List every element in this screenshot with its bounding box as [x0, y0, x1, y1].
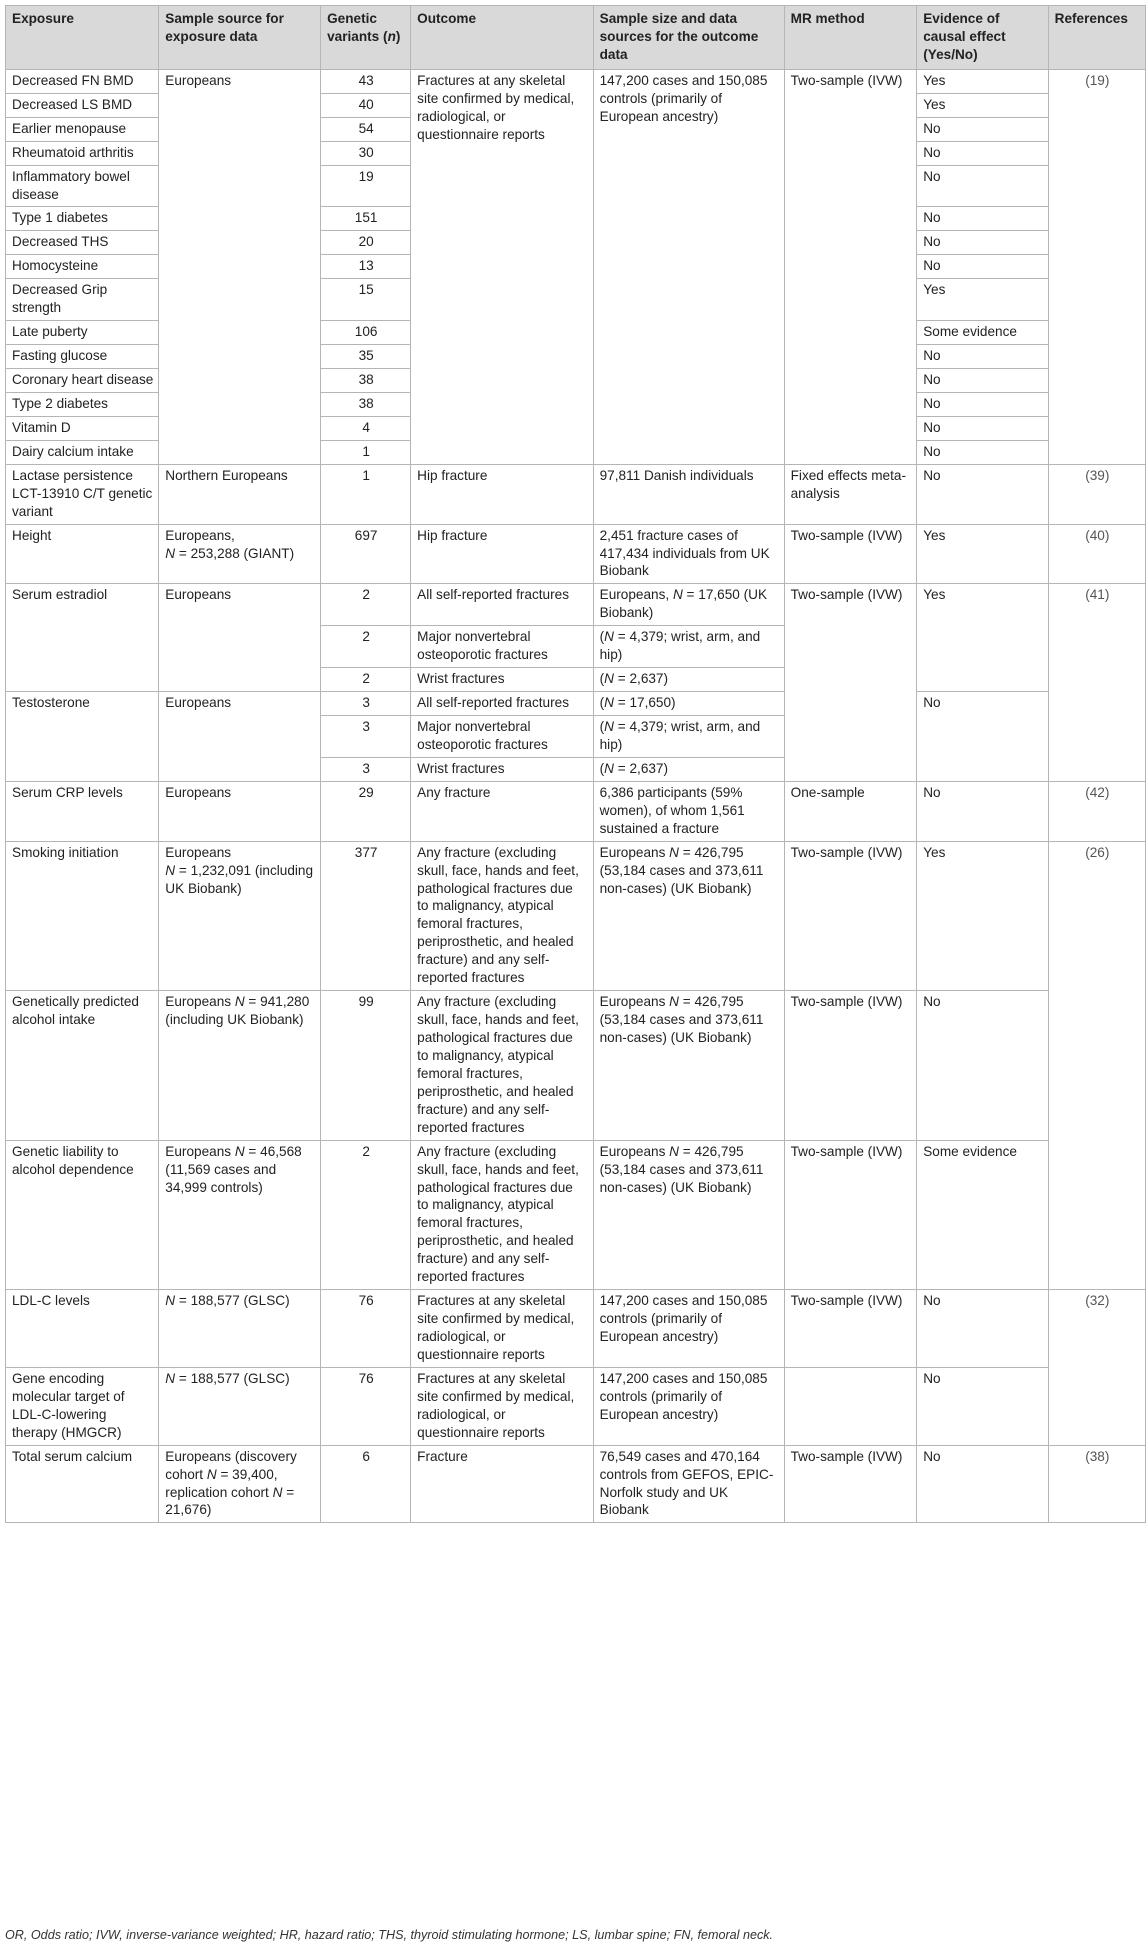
mr-method-cell: Two-sample (IVW)	[784, 841, 917, 991]
header-row	[6, 6, 1146, 70]
evidence-cell: No	[917, 369, 1048, 393]
sample-text: = 426,795 (53,184 cases and 373,611 non-cases) (UK Biobank)	[599, 1143, 764, 1195]
mr-method-cell: Two-sample (IVW)	[784, 69, 917, 464]
variants-cell: 30	[321, 141, 411, 165]
source-text: Europeans	[165, 994, 235, 1010]
sample-text: (	[599, 719, 605, 734]
reference-link[interactable]: (41)	[1048, 584, 1145, 781]
outcome-cell: All self-reported fractures	[411, 692, 593, 716]
outcome-cell: Fracture	[411, 1445, 593, 1523]
sample-text: Europeans	[599, 1143, 670, 1159]
source-text: = 1,232,091 (including UK Biobank)	[165, 862, 314, 896]
sample-text: = 4,379; wrist, arm, and hip)	[599, 629, 761, 663]
exposure-cell: Total serum calcium	[6, 1445, 159, 1523]
variants-cell: 106	[321, 321, 411, 345]
table-row	[6, 1140, 1146, 1290]
exposure-cell: Inflammatory bowel disease	[6, 165, 159, 207]
variants-cell: 35	[321, 345, 411, 369]
reference-link[interactable]: (19)	[1048, 69, 1145, 464]
outcome-cell: Hip fracture	[411, 524, 593, 584]
evidence-cell: No	[917, 1367, 1048, 1445]
sample-source-cell: Europeans	[159, 781, 321, 841]
table-row	[6, 841, 1146, 991]
outcome-cell: Major nonvertebral osteoporotic fractures	[411, 626, 593, 668]
evidence-cell: No	[917, 392, 1048, 416]
reference-link[interactable]: (38)	[1048, 1445, 1145, 1523]
sample-text: = 17,650 (UK Biobank)	[599, 587, 768, 621]
sample-source-cell: Europeans	[159, 69, 321, 464]
variants-cell: 20	[321, 231, 411, 255]
reference-link[interactable]: (42)	[1048, 781, 1145, 841]
source-n: N	[234, 994, 245, 1010]
sample-n: N	[604, 695, 614, 711]
variants-cell: 2	[321, 668, 411, 692]
sample-size-cell	[593, 584, 784, 626]
variants-cell: 13	[321, 255, 411, 279]
outcome-cell: Fractures at any skeletal site confirmed by medical, radiological, or questionnaire reports	[411, 69, 593, 464]
outcome-cell: Wrist fractures	[411, 668, 593, 692]
sample-text: = 2,637)	[613, 760, 669, 776]
sample-size-cell: 147,200 cases and 150,085 controls (primarily of European ancestry)	[593, 69, 784, 464]
variants-cell: 4	[321, 416, 411, 440]
outcome-cell: Any fracture (excluding skull, face, hands and feet, pathological fractures due to malignancy, atypical femoral fractures, periprosthetic, and healed fracture) and any self-reported fractures	[411, 991, 593, 1141]
sample-text: = 426,795 (53,184 cases and 373,611 non-cases) (UK Biobank)	[599, 994, 764, 1045]
sample-text: = 2,637)	[613, 671, 669, 687]
table-row	[6, 524, 1146, 584]
source-text: Europeans (discovery cohort	[165, 1448, 297, 1482]
outcome-cell: All self-reported fractures	[411, 584, 593, 626]
evidence-cell: No	[917, 991, 1048, 1141]
mr-method-cell: Two-sample (IVW)	[784, 1290, 917, 1368]
variants-cell: 1	[321, 464, 411, 524]
source-n: N	[234, 1143, 245, 1159]
sample-size-cell	[593, 841, 784, 991]
exposure-cell: Testosterone	[6, 692, 159, 782]
header-references: References	[1048, 6, 1145, 70]
variants-cell: 2	[321, 584, 411, 626]
sample-text: (	[599, 695, 605, 711]
exposure-cell: Genetic liability to alcohol dependence	[6, 1140, 159, 1290]
source-n: N	[272, 1484, 283, 1500]
exposure-cell: Earlier menopause	[6, 117, 159, 141]
table-row	[6, 1367, 1146, 1445]
exposure-cell: Vitamin D	[6, 416, 159, 440]
reference-link[interactable]: (39)	[1048, 464, 1145, 524]
sample-text: (	[599, 760, 605, 776]
header-genetic-variants	[321, 6, 411, 70]
header-variants-text: Genetic variants (	[327, 11, 388, 44]
header-outcome: Outcome	[411, 6, 593, 70]
exposure-cell: Fasting glucose	[6, 345, 159, 369]
table-row	[6, 69, 1146, 93]
sample-text: = 17,650)	[613, 695, 676, 711]
outcome-cell: Hip fracture	[411, 464, 593, 524]
evidence-cell: No	[917, 231, 1048, 255]
evidence-cell: No	[917, 1445, 1048, 1523]
outcome-cell: Wrist fractures	[411, 757, 593, 781]
source-n: N	[165, 1370, 176, 1386]
exposure-cell: Gene encoding molecular target of LDL-C-lowering therapy (HMGCR)	[6, 1367, 159, 1445]
exposure-cell: Decreased FN BMD	[6, 69, 159, 93]
exposure-cell: Coronary heart disease	[6, 369, 159, 393]
source-text: Europeans	[165, 844, 232, 860]
mr-method-cell	[784, 1367, 917, 1445]
table-row	[6, 692, 1146, 716]
table-row	[6, 584, 1146, 626]
exposure-cell: Type 1 diabetes	[6, 207, 159, 231]
evidence-cell: Some evidence	[917, 1140, 1048, 1290]
exposure-cell: Lactase persistence LCT-13910 C/T genetic variant	[6, 464, 159, 524]
evidence-cell: No	[917, 692, 1048, 782]
outcome-cell: Fractures at any skeletal site confirmed by medical, radiological, or questionnaire reports	[411, 1367, 593, 1445]
source-text: Europeans,	[165, 527, 235, 543]
sample-n: N	[604, 671, 614, 687]
sample-source-cell	[159, 1140, 321, 1290]
evidence-cell: No	[917, 141, 1048, 165]
evidence-cell: No	[917, 440, 1048, 464]
sample-n: N	[669, 844, 679, 860]
variants-cell: 697	[321, 524, 411, 584]
evidence-cell: No	[917, 165, 1048, 207]
sample-size-cell	[593, 716, 784, 758]
variants-cell: 38	[321, 369, 411, 393]
sample-text: Europeans	[599, 994, 670, 1010]
exposure-cell: Type 2 diabetes	[6, 392, 159, 416]
variants-cell: 76	[321, 1367, 411, 1445]
sample-size-cell: 147,200 cases and 150,085 controls (primarily of European ancestry)	[593, 1290, 784, 1368]
evidence-cell: No	[917, 1290, 1048, 1368]
variants-cell: 29	[321, 781, 411, 841]
evidence-cell: No	[917, 345, 1048, 369]
sample-source-cell: Europeans	[159, 692, 321, 782]
sample-size-cell	[593, 668, 784, 692]
mr-method-cell: Two-sample (IVW)	[784, 991, 917, 1141]
mr-method-cell: Two-sample (IVW)	[784, 1140, 917, 1290]
outcome-cell: Any fracture (excluding skull, face, hands and feet, pathological fractures due to malignancy, atypical femoral fractures, periprosthetic, and healed fracture) and any self-reported fractures	[411, 1140, 593, 1290]
evidence-cell: Yes	[917, 279, 1048, 321]
sample-source-cell: Europeans	[159, 584, 321, 692]
evidence-cell: Yes	[917, 93, 1048, 117]
sample-text: = 4,379; wrist, arm, and hip)	[599, 719, 761, 752]
exposure-cell: Height	[6, 524, 159, 584]
mr-method-cell: Two-sample (IVW)	[784, 524, 917, 584]
mr-method-cell: Fixed effects meta-analysis	[784, 464, 917, 524]
outcome-cell: Any fracture (excluding skull, face, hands and feet, pathological fractures due to malignancy, atypical femoral fractures, periprosthetic, and healed fracture) and any self-reported fractures	[411, 841, 593, 991]
variants-cell: 76	[321, 1290, 411, 1368]
sample-n: N	[672, 587, 683, 603]
sample-source-cell	[159, 1445, 321, 1523]
sample-n: N	[604, 719, 614, 734]
sample-source-cell	[159, 841, 321, 991]
source-text: = 253,288 (GIANT)	[175, 545, 295, 561]
variants-cell: 2	[321, 1140, 411, 1290]
sample-n: N	[669, 1143, 679, 1159]
source-text: = 21,676)	[165, 1484, 295, 1518]
sample-size-cell	[593, 757, 784, 781]
evidence-cell: Some evidence	[917, 321, 1048, 345]
outcome-cell: Major nonvertebral osteoporotic fractures	[411, 716, 593, 758]
evidence-cell: No	[917, 464, 1048, 524]
source-n: N	[165, 862, 176, 878]
exposure-cell: Smoking initiation	[6, 841, 159, 991]
exposure-cell: Rheumatoid arthritis	[6, 141, 159, 165]
sample-source-cell	[159, 1367, 321, 1445]
sample-size-cell	[593, 991, 784, 1141]
variants-cell: 38	[321, 392, 411, 416]
table-row	[6, 464, 1146, 524]
outcome-cell: Fractures at any skeletal site confirmed by medical, radiological, or questionnaire reports	[411, 1290, 593, 1368]
evidence-cell: No	[917, 255, 1048, 279]
evidence-cell: Yes	[917, 69, 1048, 93]
sample-size-cell: 97,811 Danish individuals	[593, 464, 784, 524]
exposure-cell: Decreased Grip strength	[6, 279, 159, 321]
evidence-cell: No	[917, 117, 1048, 141]
header-mr-method: MR method	[784, 6, 917, 70]
exposure-cell: Decreased THS	[6, 231, 159, 255]
sample-size-cell: 147,200 cases and 150,085 controls (primarily of European ancestry)	[593, 1367, 784, 1445]
sample-size-cell: 2,451 fracture cases of 417,434 individuals from UK Biobank	[593, 524, 784, 584]
sample-text: Europeans	[599, 844, 670, 860]
source-text: = 941,280 (including UK Biobank)	[165, 994, 310, 1028]
exposure-cell: Dairy calcium intake	[6, 440, 159, 464]
sample-text: Europeans,	[599, 587, 673, 603]
exposure-cell: Homocysteine	[6, 255, 159, 279]
table-row	[6, 781, 1146, 841]
source-n: N	[165, 545, 176, 561]
variants-cell: 3	[321, 692, 411, 716]
table-row	[6, 1445, 1146, 1523]
exposure-cell: LDL-C levels	[6, 1290, 159, 1368]
source-text: = 188,577 (GLSC)	[175, 1293, 290, 1309]
source-text: Europeans	[165, 1143, 235, 1159]
sample-size-cell	[593, 626, 784, 668]
header-exposure: Exposure	[6, 6, 159, 70]
header-sample-source: Sample source for exposure data	[159, 6, 321, 70]
variants-cell: 43	[321, 69, 411, 93]
variants-cell: 99	[321, 991, 411, 1141]
evidence-cell: Yes	[917, 524, 1048, 584]
variants-cell: 3	[321, 757, 411, 781]
table-footnote: OR, Odds ratio; IVW, inverse-variance weighted; HR, hazard ratio; THS, thyroid stimulating hormone; LS, lumbar spine; FN, femoral neck.	[5, 1928, 774, 1942]
variants-cell: 151	[321, 207, 411, 231]
exposure-cell: Late puberty	[6, 321, 159, 345]
sample-n: N	[604, 629, 614, 645]
sample-n: N	[669, 994, 679, 1010]
reference-link[interactable]: (26)	[1048, 841, 1145, 1290]
sample-size-cell	[593, 692, 784, 716]
variants-cell: 377	[321, 841, 411, 991]
reference-link[interactable]: (40)	[1048, 524, 1145, 584]
mr-method-cell: Two-sample (IVW)	[784, 584, 917, 781]
evidence-cell: No	[917, 416, 1048, 440]
evidence-cell: No	[917, 207, 1048, 231]
source-text: = 188,577 (GLSC)	[175, 1370, 290, 1386]
sample-source-cell	[159, 991, 321, 1141]
exposure-cell: Serum CRP levels	[6, 781, 159, 841]
sample-size-cell	[593, 1140, 784, 1290]
header-variants-close: )	[395, 28, 401, 44]
sample-text: (	[599, 671, 605, 687]
source-n: N	[206, 1466, 217, 1482]
header-sample-size: Sample size and data sources for the outcome data	[593, 6, 784, 70]
mr-method-cell: One-sample	[784, 781, 917, 841]
header-variants-n: n	[387, 28, 396, 44]
source-text: = 39,400, replication cohort	[165, 1466, 278, 1500]
evidence-cell: Yes	[917, 584, 1048, 692]
variants-cell: 15	[321, 279, 411, 321]
mr-method-cell: Two-sample (IVW)	[784, 1445, 917, 1523]
sample-source-cell	[159, 1290, 321, 1368]
evidence-cell: No	[917, 781, 1048, 841]
variants-cell: 6	[321, 1445, 411, 1523]
sample-n: N	[604, 760, 614, 776]
exposure-cell: Genetically predicted alcohol intake	[6, 991, 159, 1141]
variants-cell: 54	[321, 117, 411, 141]
sample-source-cell: Northern Europeans	[159, 464, 321, 524]
sample-size-cell: 76,549 cases and 470,164 controls from GEFOS, EPIC-Norfolk study and UK Biobank	[593, 1445, 784, 1523]
mr-studies-table	[5, 5, 1146, 1523]
variants-cell: 1	[321, 440, 411, 464]
source-text: = 46,568 (11,569 cases and 34,999 controls)	[165, 1143, 302, 1195]
evidence-cell: Yes	[917, 841, 1048, 991]
reference-link[interactable]: (32)	[1048, 1290, 1145, 1446]
sample-text: = 426,795 (53,184 cases and 373,611 non-cases) (UK Biobank)	[599, 844, 764, 896]
table-row	[6, 991, 1146, 1141]
variants-cell: 40	[321, 93, 411, 117]
variants-cell: 2	[321, 626, 411, 668]
table-row	[6, 1290, 1146, 1368]
sample-text: (	[599, 629, 605, 645]
exposure-cell: Serum estradiol	[6, 584, 159, 692]
sample-source-cell	[159, 524, 321, 584]
header-evidence: Evidence of causal effect (Yes/No)	[917, 6, 1048, 70]
sample-size-cell: 6,386 participants (59% women), of whom 1,561 sustained a fracture	[593, 781, 784, 841]
source-n: N	[165, 1293, 176, 1309]
variants-cell: 19	[321, 165, 411, 207]
variants-cell: 3	[321, 716, 411, 758]
outcome-cell: Any fracture	[411, 781, 593, 841]
exposure-cell: Decreased LS BMD	[6, 93, 159, 117]
